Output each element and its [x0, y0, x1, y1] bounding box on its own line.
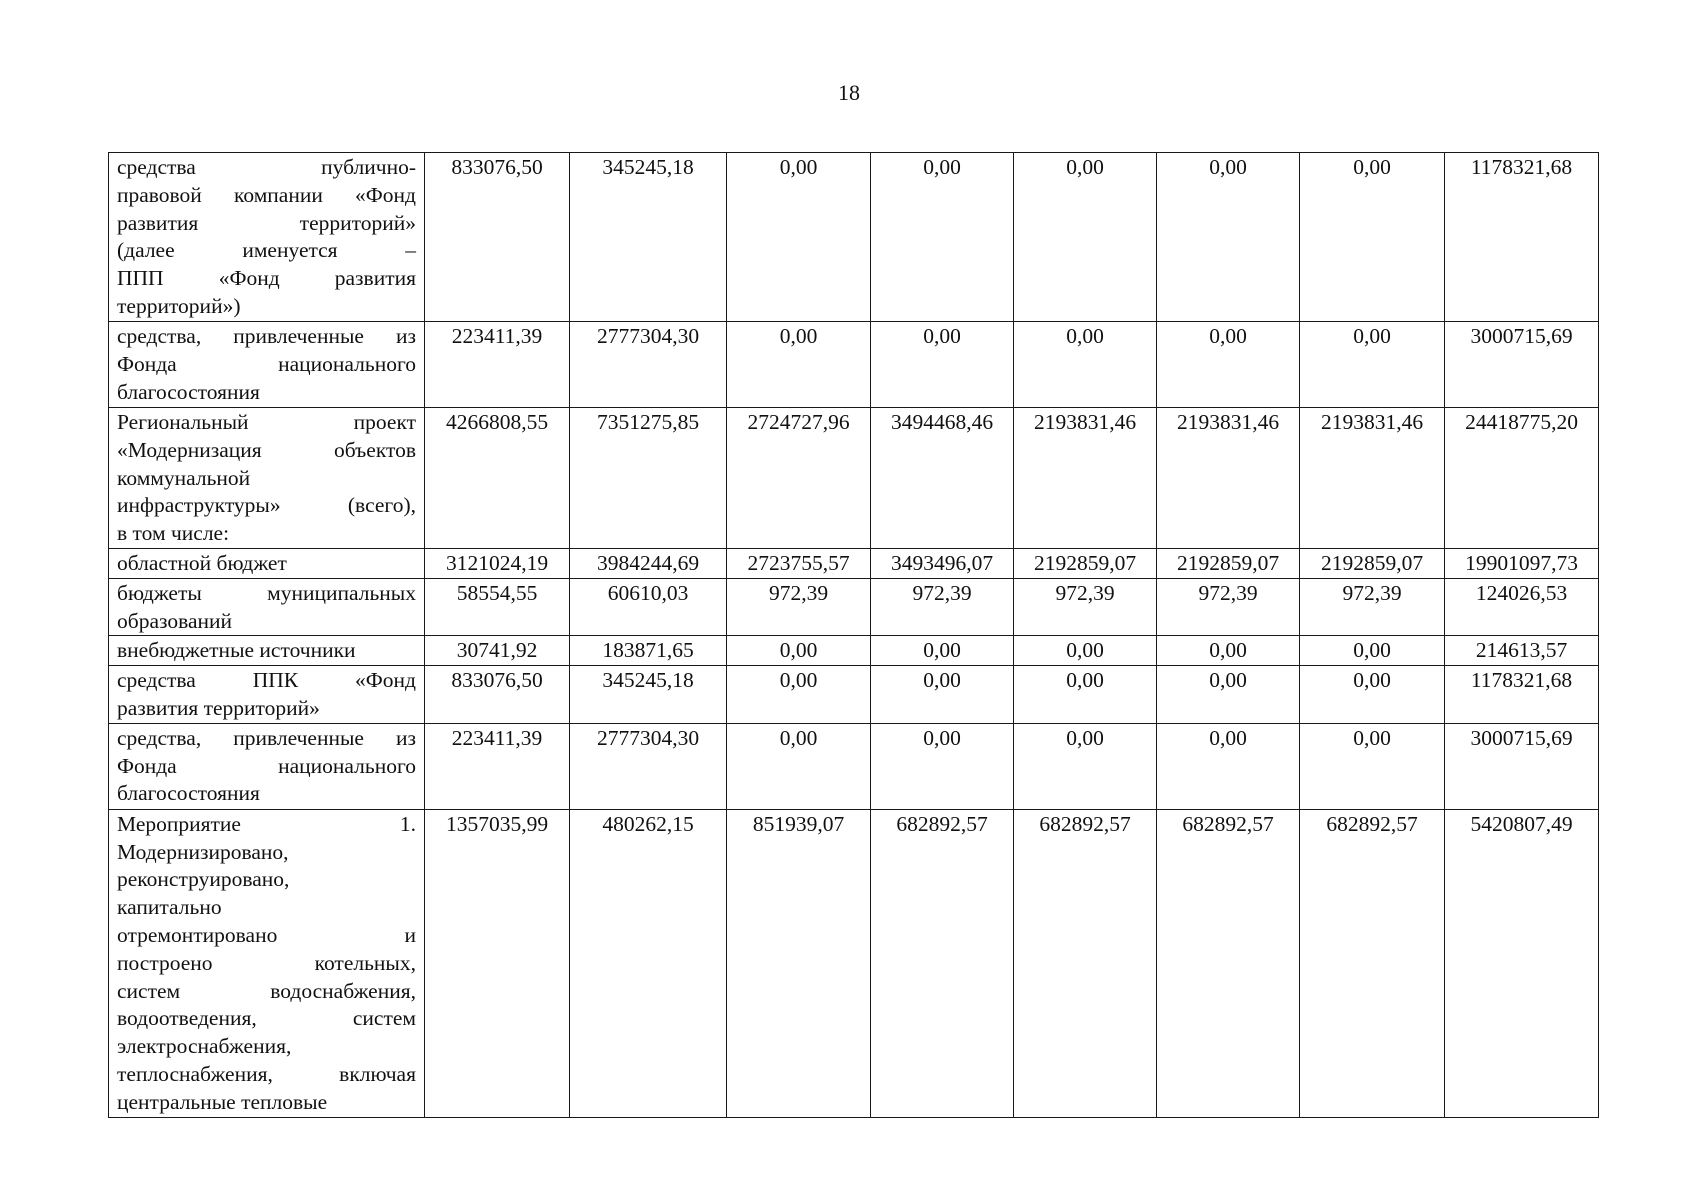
row-label-cell — [109, 723, 425, 809]
row-label-line: областной бюджет — [117, 550, 287, 575]
value-cell: 0,00 — [727, 322, 871, 408]
table-row — [109, 153, 1599, 322]
table-row — [109, 548, 1599, 578]
value-cell: 0,00 — [1014, 153, 1157, 322]
financing-table — [108, 152, 1599, 1118]
value-cell: 2192859,07 — [1014, 548, 1157, 578]
row-label-line: развития территорий» — [117, 695, 320, 720]
value-cell: 972,39 — [1300, 578, 1445, 636]
row-label-line: капитально — [117, 895, 222, 920]
row-label-line: инфраструктуры» (всего), — [117, 493, 416, 518]
value-cell: 1357035,99 — [425, 809, 570, 1117]
value-cell: 682892,57 — [1157, 809, 1300, 1117]
table-row — [109, 322, 1599, 408]
value-cell: 0,00 — [1014, 322, 1157, 408]
table-row — [109, 408, 1599, 549]
value-cell: 2723755,57 — [727, 548, 871, 578]
row-label-line: территорий») — [117, 293, 241, 318]
value-cell: 0,00 — [871, 153, 1014, 322]
value-cell: 2777304,30 — [570, 723, 727, 809]
row-label-line: «Модернизация объектов — [117, 437, 416, 462]
value-cell: 0,00 — [1157, 636, 1300, 666]
value-cell: 2193831,46 — [1157, 408, 1300, 549]
value-cell: 0,00 — [1157, 153, 1300, 322]
row-label-line: электроснабжения, — [117, 1034, 292, 1059]
row-label-line: Мероприятие 1. — [117, 811, 416, 836]
row-label-line: Фонда национального — [117, 351, 416, 376]
value-cell: 345245,18 — [570, 153, 727, 322]
value-cell: 0,00 — [1300, 322, 1445, 408]
table-row — [109, 636, 1599, 666]
value-cell: 0,00 — [1157, 666, 1300, 724]
row-label-line: реконструировано, — [117, 867, 290, 892]
row-label-cell — [109, 636, 425, 666]
row-label-line: правовой компании «Фонд — [117, 182, 416, 207]
row-label-line: в том числе: — [117, 521, 230, 546]
value-cell: 682892,57 — [1014, 809, 1157, 1117]
row-label-line: водоотведения, систем — [117, 1006, 416, 1031]
row-label-line: средства, привлеченные из — [117, 725, 416, 750]
row-total-cell: 3000715,69 — [1445, 723, 1599, 809]
row-label-cell — [109, 578, 425, 636]
row-label-line: Модернизировано, — [117, 839, 289, 864]
value-cell: 0,00 — [1014, 636, 1157, 666]
row-label-cell — [109, 322, 425, 408]
value-cell: 30741,92 — [425, 636, 570, 666]
row-label-line: коммунальной — [117, 465, 251, 490]
row-label-line: развития территорий» — [117, 210, 416, 235]
row-label-cell — [109, 809, 425, 1117]
value-cell: 183871,65 — [570, 636, 727, 666]
row-label-cell — [109, 548, 425, 578]
value-cell: 0,00 — [1300, 666, 1445, 724]
value-cell: 223411,39 — [425, 723, 570, 809]
value-cell: 851939,07 — [727, 809, 871, 1117]
value-cell: 0,00 — [1300, 636, 1445, 666]
row-label-line: Региональный проект — [117, 410, 416, 434]
page-number: 18 — [838, 80, 860, 105]
value-cell: 833076,50 — [425, 666, 570, 724]
value-cell: 7351275,85 — [570, 408, 727, 549]
value-cell: 2193831,46 — [1014, 408, 1157, 549]
row-label-line: благосостояния — [117, 379, 260, 404]
table-body — [109, 153, 1599, 1118]
value-cell: 0,00 — [871, 723, 1014, 809]
value-cell: 0,00 — [727, 153, 871, 322]
value-cell: 0,00 — [1014, 723, 1157, 809]
value-cell: 0,00 — [1300, 153, 1445, 322]
value-cell: 2192859,07 — [1300, 548, 1445, 578]
table-row — [109, 578, 1599, 636]
value-cell: 833076,50 — [425, 153, 570, 322]
value-cell: 2193831,46 — [1300, 408, 1445, 549]
value-cell: 2192859,07 — [1157, 548, 1300, 578]
value-cell: 0,00 — [1157, 322, 1300, 408]
value-cell: 345245,18 — [570, 666, 727, 724]
row-label-cell — [109, 153, 425, 322]
row-total-cell: 19901097,73 — [1445, 548, 1599, 578]
value-cell: 58554,55 — [425, 578, 570, 636]
value-cell: 972,39 — [1157, 578, 1300, 636]
value-cell: 0,00 — [1300, 723, 1445, 809]
row-label-line: благосостояния — [117, 781, 260, 806]
value-cell: 0,00 — [727, 666, 871, 724]
row-label-line: бюджеты муниципальных — [117, 580, 416, 605]
value-cell: 0,00 — [727, 723, 871, 809]
value-cell: 2724727,96 — [727, 408, 871, 549]
row-label-line: центральные тепловые — [117, 1089, 328, 1114]
row-total-cell: 24418775,20 — [1445, 408, 1599, 549]
value-cell: 60610,03 — [570, 578, 727, 636]
row-label-line: Фонда национального — [117, 753, 416, 778]
value-cell: 972,39 — [1014, 578, 1157, 636]
row-label-line: построено котельных, — [117, 950, 416, 975]
row-total-cell: 1178321,68 — [1445, 153, 1599, 322]
row-label-line: (далее именуется – — [117, 238, 416, 263]
value-cell: 223411,39 — [425, 322, 570, 408]
value-cell: 480262,15 — [570, 809, 727, 1117]
value-cell: 3493496,07 — [871, 548, 1014, 578]
row-label-line: отремонтировано и — [117, 922, 416, 947]
value-cell: 0,00 — [871, 666, 1014, 724]
row-total-cell: 1178321,68 — [1445, 666, 1599, 724]
value-cell: 682892,57 — [871, 809, 1014, 1117]
row-label-line: внебюджетные источники — [117, 638, 356, 663]
row-label-cell — [109, 666, 425, 724]
value-cell: 2777304,30 — [570, 322, 727, 408]
row-label-line: средства ППК «Фонд — [117, 668, 416, 693]
row-label-line: систем водоснабжения, — [117, 978, 416, 1003]
value-cell: 972,39 — [871, 578, 1014, 636]
table-row — [109, 666, 1599, 724]
table-row — [109, 809, 1599, 1117]
row-label-cell — [109, 408, 425, 549]
value-cell: 0,00 — [1014, 666, 1157, 724]
value-cell: 0,00 — [1157, 723, 1300, 809]
row-label-line: теплоснабжения, включая — [117, 1061, 416, 1086]
value-cell: 0,00 — [871, 322, 1014, 408]
row-total-cell: 5420807,49 — [1445, 809, 1599, 1117]
value-cell: 0,00 — [871, 636, 1014, 666]
value-cell: 0,00 — [727, 636, 871, 666]
row-total-cell: 3000715,69 — [1445, 322, 1599, 408]
value-cell: 3984244,69 — [570, 548, 727, 578]
row-total-cell: 214613,57 — [1445, 636, 1599, 666]
row-label-line: ППП «Фонд развития — [117, 266, 416, 291]
row-label-line: средства публично- — [117, 155, 416, 179]
row-total-cell: 124026,53 — [1445, 578, 1599, 636]
table-row — [109, 723, 1599, 809]
value-cell: 3494468,46 — [871, 408, 1014, 549]
value-cell: 972,39 — [727, 578, 871, 636]
value-cell: 4266808,55 — [425, 408, 570, 549]
value-cell: 3121024,19 — [425, 548, 570, 578]
row-label-line: средства, привлеченные из — [117, 324, 416, 348]
value-cell: 682892,57 — [1300, 809, 1445, 1117]
row-label-line: образований — [117, 608, 233, 633]
